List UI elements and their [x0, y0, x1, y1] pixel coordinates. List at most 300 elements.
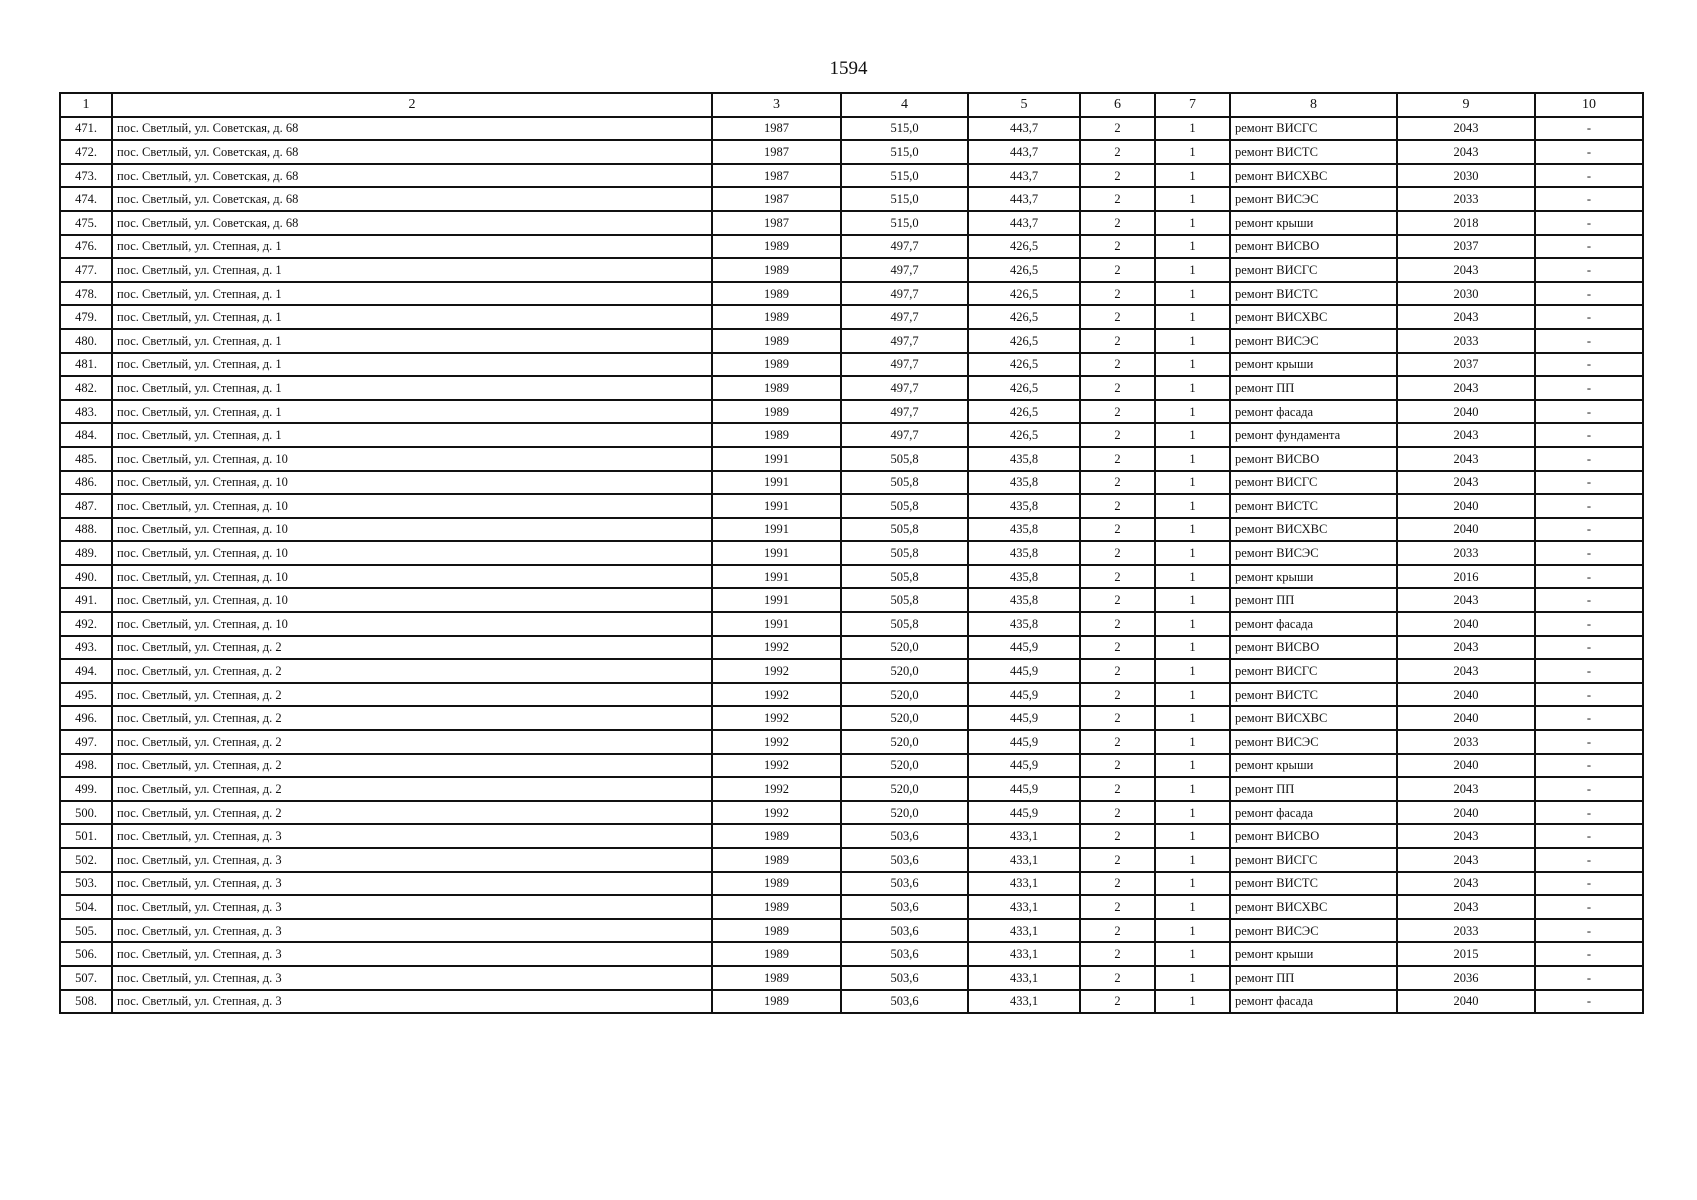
entrances-cell: 1: [1155, 824, 1230, 848]
year-built-cell: 1989: [712, 282, 841, 306]
year-built-cell: 1992: [712, 730, 841, 754]
year-built-cell: 1987: [712, 117, 841, 141]
total-area-cell: 497,7: [841, 305, 968, 329]
column-header-4: 4: [841, 93, 968, 117]
year-built-cell: 1989: [712, 990, 841, 1014]
year-built-cell: 1987: [712, 140, 841, 164]
table-row: [60, 235, 1643, 259]
column-header-5: 5: [968, 93, 1080, 117]
planned-year-cell: 2043: [1397, 895, 1535, 919]
floors-cell: 2: [1080, 612, 1155, 636]
repair-type-cell: ремонт фасада: [1230, 612, 1397, 636]
row-number-cell: 502.: [60, 848, 112, 872]
floors-cell: 2: [1080, 305, 1155, 329]
address-cell: пос. Светлый, ул. Степная, д. 1: [112, 282, 712, 306]
address-cell: пос. Светлый, ул. Степная, д. 2: [112, 801, 712, 825]
note-cell: -: [1535, 848, 1643, 872]
planned-year-cell: 2043: [1397, 140, 1535, 164]
year-built-cell: 1991: [712, 518, 841, 542]
entrances-cell: 1: [1155, 848, 1230, 872]
planned-year-cell: 2043: [1397, 659, 1535, 683]
address-cell: пос. Светлый, ул. Степная, д. 10: [112, 494, 712, 518]
repair-type-cell: ремонт ВИСВО: [1230, 824, 1397, 848]
total-area-cell: 497,7: [841, 329, 968, 353]
floors-cell: 2: [1080, 494, 1155, 518]
repair-type-cell: ремонт ВИСГС: [1230, 471, 1397, 495]
address-cell: пос. Светлый, ул. Степная, д. 2: [112, 754, 712, 778]
note-cell: -: [1535, 258, 1643, 282]
entrances-cell: 1: [1155, 872, 1230, 896]
row-number-cell: 473.: [60, 164, 112, 188]
repair-type-cell: ремонт ВИСЭС: [1230, 329, 1397, 353]
planned-year-cell: 2043: [1397, 447, 1535, 471]
entrances-cell: 1: [1155, 588, 1230, 612]
total-area-cell: 505,8: [841, 541, 968, 565]
row-number-cell: 476.: [60, 235, 112, 259]
table-row: [60, 211, 1643, 235]
column-header-9: 9: [1397, 93, 1535, 117]
living-area-cell: 433,1: [968, 848, 1080, 872]
row-number-cell: 475.: [60, 211, 112, 235]
floors-cell: 2: [1080, 447, 1155, 471]
planned-year-cell: 2033: [1397, 919, 1535, 943]
living-area-cell: 435,8: [968, 565, 1080, 589]
living-area-cell: 426,5: [968, 329, 1080, 353]
total-area-cell: 503,6: [841, 990, 968, 1014]
total-area-cell: 505,8: [841, 471, 968, 495]
row-number-cell: 501.: [60, 824, 112, 848]
floors-cell: 2: [1080, 211, 1155, 235]
table-row: [60, 353, 1643, 377]
note-cell: -: [1535, 329, 1643, 353]
repair-type-cell: ремонт крыши: [1230, 211, 1397, 235]
table-row: [60, 447, 1643, 471]
address-cell: пос. Светлый, ул. Советская, д. 68: [112, 164, 712, 188]
entrances-cell: 1: [1155, 329, 1230, 353]
planned-year-cell: 2043: [1397, 305, 1535, 329]
total-area-cell: 497,7: [841, 282, 968, 306]
row-number-cell: 471.: [60, 117, 112, 141]
address-cell: пос. Светлый, ул. Степная, д. 3: [112, 942, 712, 966]
floors-cell: 2: [1080, 353, 1155, 377]
planned-year-cell: 2043: [1397, 471, 1535, 495]
entrances-cell: 1: [1155, 777, 1230, 801]
table-row: [60, 872, 1643, 896]
note-cell: -: [1535, 471, 1643, 495]
table-header: [60, 93, 1643, 117]
repair-type-cell: ремонт крыши: [1230, 942, 1397, 966]
year-built-cell: 1991: [712, 541, 841, 565]
total-area-cell: 520,0: [841, 754, 968, 778]
floors-cell: 2: [1080, 117, 1155, 141]
address-cell: пос. Светлый, ул. Степная, д. 2: [112, 659, 712, 683]
address-cell: пос. Светлый, ул. Советская, д. 68: [112, 140, 712, 164]
planned-year-cell: 2043: [1397, 423, 1535, 447]
address-cell: пос. Светлый, ул. Степная, д. 3: [112, 895, 712, 919]
row-number-cell: 496.: [60, 706, 112, 730]
floors-cell: 2: [1080, 659, 1155, 683]
row-number-cell: 477.: [60, 258, 112, 282]
row-number-cell: 492.: [60, 612, 112, 636]
repair-type-cell: ремонт ВИСХВС: [1230, 518, 1397, 542]
note-cell: -: [1535, 801, 1643, 825]
note-cell: -: [1535, 895, 1643, 919]
header-row: [60, 93, 1643, 117]
entrances-cell: 1: [1155, 471, 1230, 495]
planned-year-cell: 2040: [1397, 990, 1535, 1014]
table-row: [60, 706, 1643, 730]
living-area-cell: 433,1: [968, 824, 1080, 848]
repair-type-cell: ремонт фасада: [1230, 400, 1397, 424]
year-built-cell: 1989: [712, 872, 841, 896]
living-area-cell: 433,1: [968, 942, 1080, 966]
floors-cell: 2: [1080, 777, 1155, 801]
address-cell: пос. Светлый, ул. Степная, д. 1: [112, 376, 712, 400]
planned-year-cell: 2043: [1397, 824, 1535, 848]
entrances-cell: 1: [1155, 730, 1230, 754]
planned-year-cell: 2030: [1397, 282, 1535, 306]
column-header-2: 2: [112, 93, 712, 117]
year-built-cell: 1991: [712, 565, 841, 589]
entrances-cell: 1: [1155, 518, 1230, 542]
planned-year-cell: 2016: [1397, 565, 1535, 589]
row-number-cell: 494.: [60, 659, 112, 683]
note-cell: -: [1535, 187, 1643, 211]
total-area-cell: 520,0: [841, 801, 968, 825]
year-built-cell: 1992: [712, 683, 841, 707]
table-row: [60, 990, 1643, 1014]
floors-cell: 2: [1080, 518, 1155, 542]
repair-type-cell: ремонт фасада: [1230, 990, 1397, 1014]
address-cell: пос. Светлый, ул. Степная, д. 1: [112, 329, 712, 353]
living-area-cell: 435,8: [968, 447, 1080, 471]
living-area-cell: 433,1: [968, 919, 1080, 943]
entrances-cell: 1: [1155, 211, 1230, 235]
note-cell: -: [1535, 376, 1643, 400]
note-cell: -: [1535, 919, 1643, 943]
year-built-cell: 1992: [712, 636, 841, 660]
planned-year-cell: 2040: [1397, 400, 1535, 424]
planned-year-cell: 2036: [1397, 966, 1535, 990]
row-number-cell: 487.: [60, 494, 112, 518]
repair-type-cell: ремонт ВИСГС: [1230, 659, 1397, 683]
note-cell: -: [1535, 588, 1643, 612]
row-number-cell: 490.: [60, 565, 112, 589]
repair-type-cell: ремонт ВИСХВС: [1230, 305, 1397, 329]
living-area-cell: 435,8: [968, 518, 1080, 542]
planned-year-cell: 2015: [1397, 942, 1535, 966]
row-number-cell: 483.: [60, 400, 112, 424]
column-header-3: 3: [712, 93, 841, 117]
entrances-cell: 1: [1155, 659, 1230, 683]
planned-year-cell: 2043: [1397, 848, 1535, 872]
table-row: [60, 730, 1643, 754]
address-cell: пос. Светлый, ул. Советская, д. 68: [112, 117, 712, 141]
note-cell: -: [1535, 824, 1643, 848]
note-cell: -: [1535, 164, 1643, 188]
floors-cell: 2: [1080, 824, 1155, 848]
repair-type-cell: ремонт ВИСТС: [1230, 683, 1397, 707]
living-area-cell: 445,9: [968, 683, 1080, 707]
floors-cell: 2: [1080, 636, 1155, 660]
table-row: [60, 187, 1643, 211]
table-row: [60, 494, 1643, 518]
table-row: [60, 518, 1643, 542]
address-cell: пос. Светлый, ул. Степная, д. 10: [112, 541, 712, 565]
year-built-cell: 1992: [712, 801, 841, 825]
note-cell: -: [1535, 305, 1643, 329]
row-number-cell: 478.: [60, 282, 112, 306]
row-number-cell: 491.: [60, 588, 112, 612]
note-cell: -: [1535, 353, 1643, 377]
year-built-cell: 1989: [712, 848, 841, 872]
planned-year-cell: 2040: [1397, 518, 1535, 542]
table-row: [60, 282, 1643, 306]
total-area-cell: 505,8: [841, 518, 968, 542]
year-built-cell: 1992: [712, 754, 841, 778]
total-area-cell: 503,6: [841, 848, 968, 872]
entrances-cell: 1: [1155, 966, 1230, 990]
total-area-cell: 503,6: [841, 872, 968, 896]
living-area-cell: 445,9: [968, 659, 1080, 683]
address-cell: пос. Светлый, ул. Степная, д. 3: [112, 848, 712, 872]
entrances-cell: 1: [1155, 636, 1230, 660]
row-number-cell: 486.: [60, 471, 112, 495]
address-cell: пос. Светлый, ул. Степная, д. 3: [112, 872, 712, 896]
floors-cell: 2: [1080, 919, 1155, 943]
table-row: [60, 471, 1643, 495]
table-row: [60, 423, 1643, 447]
total-area-cell: 497,7: [841, 400, 968, 424]
table-row: [60, 683, 1643, 707]
total-area-cell: 520,0: [841, 777, 968, 801]
living-area-cell: 433,1: [968, 990, 1080, 1014]
note-cell: -: [1535, 400, 1643, 424]
total-area-cell: 515,0: [841, 187, 968, 211]
entrances-cell: 1: [1155, 258, 1230, 282]
floors-cell: 2: [1080, 848, 1155, 872]
address-cell: пос. Светлый, ул. Советская, д. 68: [112, 211, 712, 235]
planned-year-cell: 2037: [1397, 353, 1535, 377]
table-row: [60, 777, 1643, 801]
total-area-cell: 505,8: [841, 612, 968, 636]
table-row: [60, 376, 1643, 400]
year-built-cell: 1992: [712, 706, 841, 730]
floors-cell: 2: [1080, 258, 1155, 282]
total-area-cell: 503,6: [841, 895, 968, 919]
address-cell: пос. Светлый, ул. Степная, д. 3: [112, 990, 712, 1014]
repair-type-cell: ремонт ВИСВО: [1230, 235, 1397, 259]
row-number-cell: 495.: [60, 683, 112, 707]
row-number-cell: 508.: [60, 990, 112, 1014]
repair-type-cell: ремонт ВИСВО: [1230, 447, 1397, 471]
entrances-cell: 1: [1155, 447, 1230, 471]
total-area-cell: 520,0: [841, 636, 968, 660]
floors-cell: 2: [1080, 235, 1155, 259]
table-row: [60, 541, 1643, 565]
total-area-cell: 497,7: [841, 423, 968, 447]
total-area-cell: 515,0: [841, 164, 968, 188]
floors-cell: 2: [1080, 895, 1155, 919]
row-number-cell: 482.: [60, 376, 112, 400]
repair-type-cell: ремонт ВИСХВС: [1230, 164, 1397, 188]
row-number-cell: 505.: [60, 919, 112, 943]
repair-type-cell: ремонт крыши: [1230, 353, 1397, 377]
floors-cell: 2: [1080, 282, 1155, 306]
entrances-cell: 1: [1155, 801, 1230, 825]
planned-year-cell: 2043: [1397, 636, 1535, 660]
entrances-cell: 1: [1155, 706, 1230, 730]
floors-cell: 2: [1080, 164, 1155, 188]
planned-year-cell: 2033: [1397, 730, 1535, 754]
table-row: [60, 895, 1643, 919]
living-area-cell: 443,7: [968, 211, 1080, 235]
living-area-cell: 426,5: [968, 305, 1080, 329]
address-cell: пос. Светлый, ул. Степная, д. 3: [112, 919, 712, 943]
living-area-cell: 426,5: [968, 235, 1080, 259]
row-number-cell: 485.: [60, 447, 112, 471]
column-header-1: 1: [60, 93, 112, 117]
year-built-cell: 1991: [712, 471, 841, 495]
floors-cell: 2: [1080, 872, 1155, 896]
floors-cell: 2: [1080, 376, 1155, 400]
table-row: [60, 305, 1643, 329]
address-cell: пос. Светлый, ул. Степная, д. 3: [112, 824, 712, 848]
column-header-7: 7: [1155, 93, 1230, 117]
entrances-cell: 1: [1155, 612, 1230, 636]
living-area-cell: 445,9: [968, 636, 1080, 660]
address-cell: пос. Светлый, ул. Степная, д. 3: [112, 966, 712, 990]
row-number-cell: 503.: [60, 872, 112, 896]
floors-cell: 2: [1080, 187, 1155, 211]
address-cell: пос. Светлый, ул. Степная, д. 10: [112, 447, 712, 471]
year-built-cell: 1992: [712, 777, 841, 801]
entrances-cell: 1: [1155, 117, 1230, 141]
floors-cell: 2: [1080, 706, 1155, 730]
entrances-cell: 1: [1155, 187, 1230, 211]
living-area-cell: 443,7: [968, 187, 1080, 211]
year-built-cell: 1989: [712, 966, 841, 990]
floors-cell: 2: [1080, 400, 1155, 424]
year-built-cell: 1989: [712, 329, 841, 353]
table-row: [60, 801, 1643, 825]
total-area-cell: 503,6: [841, 824, 968, 848]
table-row: [60, 400, 1643, 424]
table-row: [60, 919, 1643, 943]
total-area-cell: 520,0: [841, 706, 968, 730]
table-row: [60, 117, 1643, 141]
address-cell: пос. Светлый, ул. Степная, д. 2: [112, 706, 712, 730]
note-cell: -: [1535, 706, 1643, 730]
floors-cell: 2: [1080, 140, 1155, 164]
total-area-cell: 505,8: [841, 565, 968, 589]
floors-cell: 2: [1080, 329, 1155, 353]
address-cell: пос. Светлый, ул. Степная, д. 2: [112, 683, 712, 707]
year-built-cell: 1989: [712, 235, 841, 259]
entrances-cell: 1: [1155, 282, 1230, 306]
entrances-cell: 1: [1155, 754, 1230, 778]
entrances-cell: 1: [1155, 895, 1230, 919]
entrances-cell: 1: [1155, 164, 1230, 188]
note-cell: -: [1535, 447, 1643, 471]
address-cell: пос. Светлый, ул. Степная, д. 2: [112, 636, 712, 660]
table-row: [60, 588, 1643, 612]
entrances-cell: 1: [1155, 919, 1230, 943]
address-cell: пос. Светлый, ул. Советская, д. 68: [112, 187, 712, 211]
note-cell: -: [1535, 872, 1643, 896]
planned-year-cell: 2037: [1397, 235, 1535, 259]
table-row: [60, 659, 1643, 683]
note-cell: -: [1535, 140, 1643, 164]
floors-cell: 2: [1080, 754, 1155, 778]
year-built-cell: 1989: [712, 400, 841, 424]
table-row: [60, 164, 1643, 188]
column-header-10: 10: [1535, 93, 1643, 117]
year-built-cell: 1991: [712, 588, 841, 612]
note-cell: -: [1535, 117, 1643, 141]
address-cell: пос. Светлый, ул. Степная, д. 1: [112, 423, 712, 447]
repair-type-cell: ремонт ВИСТС: [1230, 872, 1397, 896]
note-cell: -: [1535, 518, 1643, 542]
entrances-cell: 1: [1155, 990, 1230, 1014]
repair-type-cell: ремонт ВИСЭС: [1230, 541, 1397, 565]
floors-cell: 2: [1080, 565, 1155, 589]
year-built-cell: 1989: [712, 824, 841, 848]
repair-type-cell: ремонт ВИСТС: [1230, 140, 1397, 164]
entrances-cell: 1: [1155, 423, 1230, 447]
repair-type-cell: ремонт ВИСВО: [1230, 636, 1397, 660]
repair-type-cell: ремонт ПП: [1230, 777, 1397, 801]
entrances-cell: 1: [1155, 494, 1230, 518]
living-area-cell: 443,7: [968, 164, 1080, 188]
address-cell: пос. Светлый, ул. Степная, д. 10: [112, 588, 712, 612]
table-row: [60, 966, 1643, 990]
year-built-cell: 1989: [712, 258, 841, 282]
repair-type-cell: ремонт ВИСГС: [1230, 848, 1397, 872]
planned-year-cell: 2043: [1397, 258, 1535, 282]
year-built-cell: 1989: [712, 942, 841, 966]
planned-year-cell: 2043: [1397, 117, 1535, 141]
note-cell: -: [1535, 730, 1643, 754]
row-number-cell: 504.: [60, 895, 112, 919]
note-cell: -: [1535, 211, 1643, 235]
note-cell: -: [1535, 942, 1643, 966]
living-area-cell: 435,8: [968, 541, 1080, 565]
note-cell: -: [1535, 612, 1643, 636]
address-cell: пос. Светлый, ул. Степная, д. 1: [112, 235, 712, 259]
note-cell: -: [1535, 423, 1643, 447]
planned-year-cell: 2030: [1397, 164, 1535, 188]
floors-cell: 2: [1080, 990, 1155, 1014]
repair-type-cell: ремонт ПП: [1230, 376, 1397, 400]
living-area-cell: 435,8: [968, 588, 1080, 612]
entrances-cell: 1: [1155, 376, 1230, 400]
living-area-cell: 433,1: [968, 872, 1080, 896]
total-area-cell: 497,7: [841, 376, 968, 400]
table-row: [60, 140, 1643, 164]
total-area-cell: 497,7: [841, 235, 968, 259]
note-cell: -: [1535, 754, 1643, 778]
table-row: [60, 848, 1643, 872]
total-area-cell: 515,0: [841, 140, 968, 164]
table-row: [60, 612, 1643, 636]
note-cell: -: [1535, 541, 1643, 565]
housing-repair-table: [59, 92, 1644, 1014]
row-number-cell: 472.: [60, 140, 112, 164]
total-area-cell: 505,8: [841, 588, 968, 612]
living-area-cell: 445,9: [968, 777, 1080, 801]
living-area-cell: 426,5: [968, 423, 1080, 447]
